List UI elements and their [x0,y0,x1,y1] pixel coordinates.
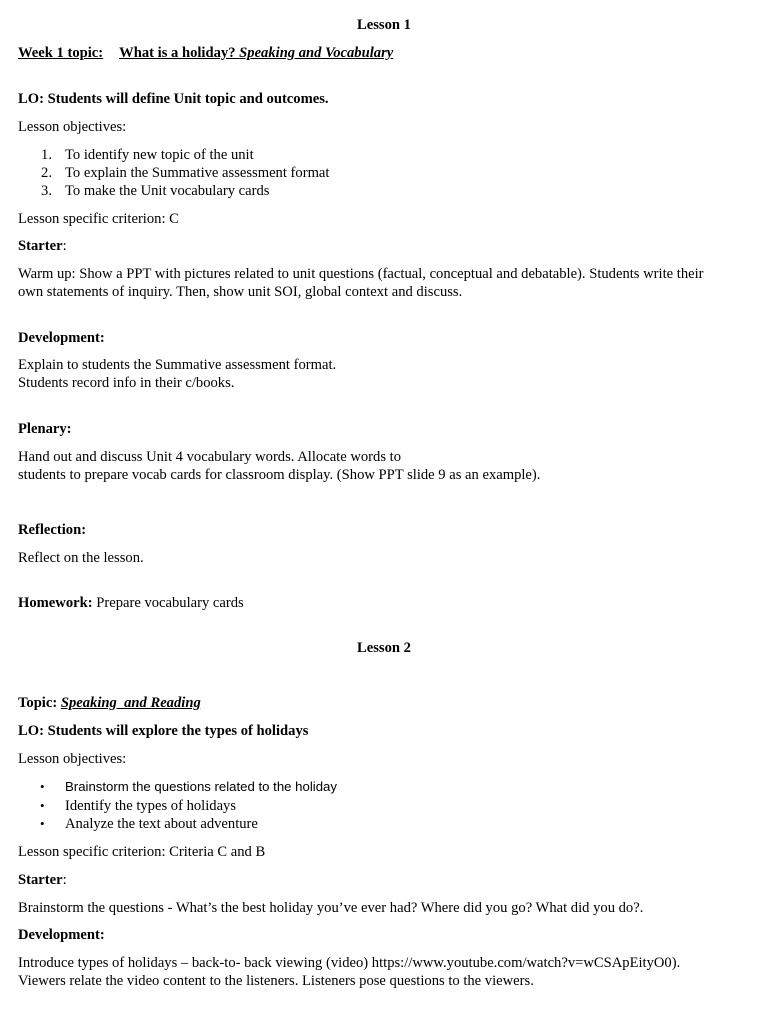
objective-number: 2. [41,165,52,181]
lesson-2-criterion: Lesson specific criterion: Criteria C and B [18,844,266,860]
lesson-1-starter-text-2: own statements of inquiry. Then, show unit SOI, global context and discuss. [18,284,463,300]
lesson-1-development-text-1: Explain to students the Summative assessment format. [18,357,337,373]
lesson-1-starter-heading [18,237,752,255]
lesson-1-plenary-text-2: students to prepare vocab cards for classroom display. (Show PPT slide 9 as an example). [18,467,541,483]
lesson-2-development-text-2: Viewers relate the video content to the listeners. Listeners pose questions to the viewers. [18,973,534,989]
lesson-1-objectives-label: Lesson objectives: [18,119,127,135]
starter-label: Starter [18,872,63,888]
objective-item: Identify the types of holidays [65,798,237,814]
lesson-1-development-text-2: Students record info in their c/books. [18,375,235,391]
starter-colon: : [62,872,67,888]
lesson-1-criterion: Lesson specific criterion: C [18,211,179,227]
lesson-1-starter-text-1: Warm up: Show a PPT with pictures related to unit questions (factual, conceptual and debatable). Students write their [18,266,704,282]
objective-item: To make the Unit vocabulary cards [65,183,270,199]
lesson-1-lo: LO: Students will define Unit topic and outcomes. [18,91,329,107]
lesson-2-starter-text: Brainstorm the questions - What’s the best holiday you’ve ever had? Where did you go? What did you do?. [18,900,644,916]
lesson-2-development-heading: Development: [18,927,105,943]
bullet-icon: • [40,816,45,831]
topic-main: What is a holiday? [119,45,236,61]
week-topic-line [18,44,752,62]
objective-item: To identify new topic of the unit [65,147,254,163]
lesson-2-topic-line [18,694,752,712]
lesson-1-plenary-heading: Plenary: [18,421,72,437]
objective-number: 3. [41,183,52,199]
lesson-2-starter-heading [18,871,752,889]
objective-number: 1. [41,147,52,163]
lesson-2-objectives-label: Lesson objectives: [18,751,127,767]
topic-text: Speaking and Reading [60,695,201,711]
lesson-1-reflection-text: Reflect on the lesson. [18,550,144,566]
topic-sub: Speaking and Vocabulary [239,45,394,61]
topic-label: Topic: [18,695,58,711]
bullet-icon: • [40,779,45,794]
homework-text: Prepare vocabulary cards [96,595,244,611]
lesson-1-reflection-heading: Reflection: [18,522,87,538]
objective-item: Analyze the text about adventure [65,816,258,832]
lesson-1-development-heading: Development: [18,330,105,346]
lesson-2-title: Lesson 2 [357,640,411,656]
objective-item: Brainstorm the questions related to the holiday [65,779,337,794]
starter-colon: : [62,238,67,254]
bullet-icon: • [40,798,45,813]
starter-label: Starter [18,238,63,254]
objective-item: To explain the Summative assessment format [65,165,330,181]
lesson-2-lo: LO: Students will explore the types of holidays [18,723,309,739]
week-label: Week 1 topic: [18,45,104,61]
homework-label: Homework: [18,595,93,611]
lesson-1-homework [18,594,752,612]
lesson-1-title: Lesson 1 [357,17,411,33]
lesson-2-development-text-1: Introduce types of holidays – back-to- back viewing (video) https://www.youtube.com/watch?v=wCSApEityO0). [18,955,681,971]
lesson-1-plenary-text-1: Hand out and discuss Unit 4 vocabulary words. Allocate words to [18,449,402,465]
